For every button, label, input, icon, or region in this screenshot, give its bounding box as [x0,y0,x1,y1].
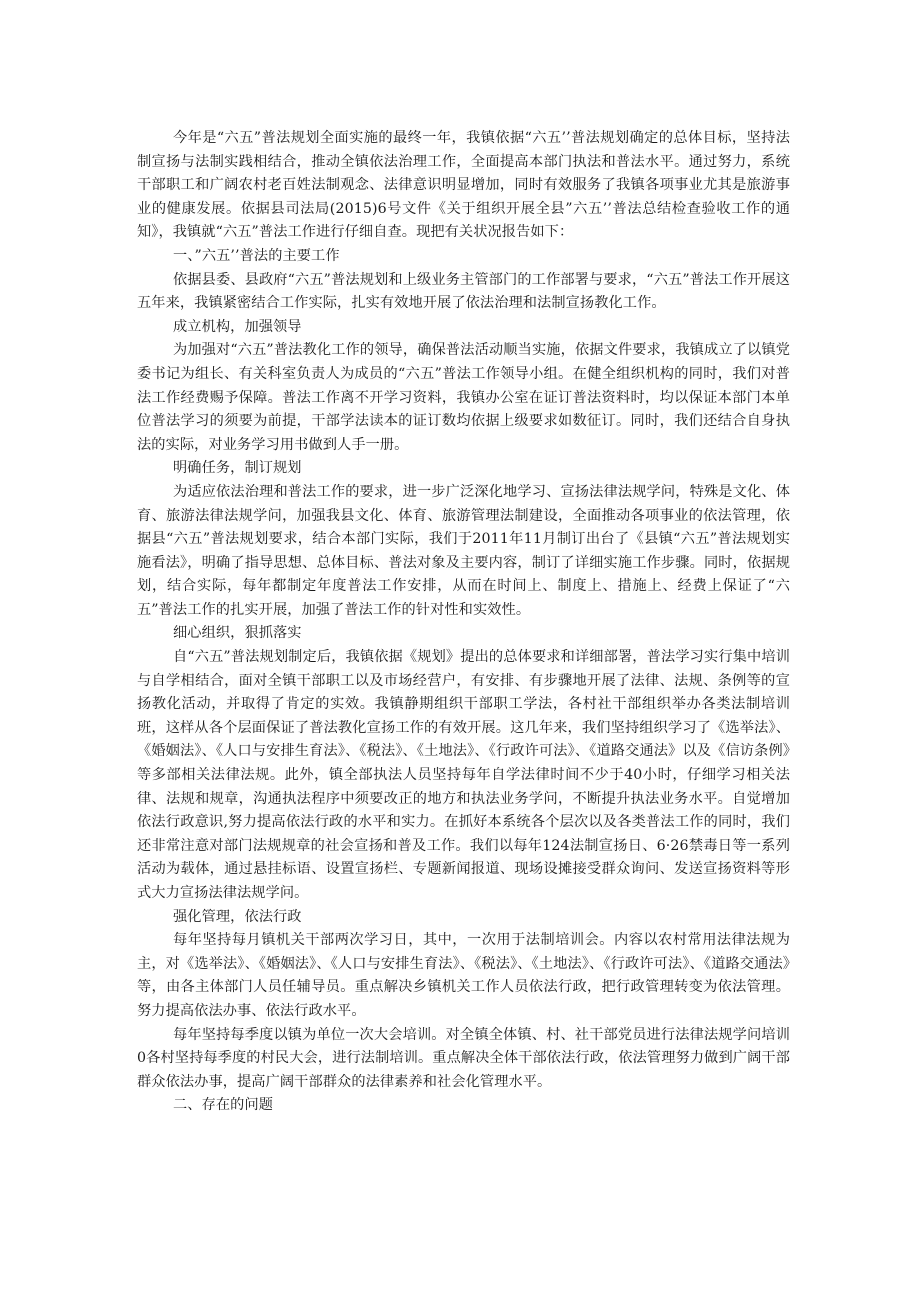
section-1-intro-paragraph: 依据县委、县政府“六五”普法规划和上级业务主管部门的工作部署与要求，“六五”普法工作开展这五年来，我镇紧密结合工作实际，扎实有效地开展了依法治理和法制宣扬教化工作。 [137,271,790,312]
subsection-4-heading: 强化管理，依法行政 [173,908,302,925]
subsection-1-heading: 成立机构，加强领导 [173,318,302,335]
subsection-2-paragraph: 为适应依法治理和普法工作的要求，进一步广泛深化地学习、宣扬法律法规学问，特殊是文化、体育、旅游法律法规学问，加强我县文化、体育、旅游管理法制建设，全面推动各项事业的依法管理，依据县“六五”普法规划要求，结合本部门实际，我们于2011年11月制订出台了《县镇“六五”普法规划实施看法》，明确了指导思想、总体目标、普法对象及主要内容，制订了详细实施工作步骤。同时，依据规划，结合实际，每年都制定年度普法工作安排，从而在时间上、制度上、措施上、经费上保证了“六五”普法工作的扎实开展，加强了普法工作的针对性和实效性。 [137,483,790,618]
subsection-3-paragraph: 自“六五”普法规划制定后，我镇依据《规划》提出的总体要求和详细部署，普法学习实行集中培训与自学相结合，面对全镇干部职工以及市场经营户，有安排、有步骤地开展了法律、法规、条例等的宣扬教化活动，并取得了肯定的实效。我镇静期组织干部职工学法，各村社干部组织举办各类法制培训班，这样从各个层面保证了普法教化宣扬工作的有效开展。这几年来，我们坚持组织学习了《选举法》、《婚姻法》、《人口与安排生育法》、《税法》、《土地法》、《行政许可法》、《道路交通法》以及《信访条例》等多部相关法律法规。此外，镇全部执法人员坚持每年自学法律时间不少于40小时，仔细学习相关法律、法规和规章，沟通执法程序中须要改正的地方和执法业务学问，不断提升执法业务水平。自觉增加依法行政意识,努力提高依法行政的水平和实力。在抓好本系统各个层次以及各类普法工作的同时，我们还非常注意对部门法规规章的社会宣扬和普及工作。我们以每年124法制宣扬日、6·26禁毒日等一系列活动为载体，通过悬挂标语、设置宣扬栏、专题新闻报道、现场设摊接受群众询问、发送宣扬资料等形式大力宣扬法律法规学问。 [137,649,790,901]
subsection-3-heading: 细心组织，狠抓落实 [173,625,302,642]
section-1-heading: 一、”六五’’普法的主要工作 [173,247,340,264]
subsection-4-paragraph-2: 每年坚持每季度以镇为单位一次大会培训。对全镇全体镇、村、社干部党员进行法律法规学问培训0各村坚持每季度的村民大会，进行法制培训。重点解决全体干部依法行政，依法管理努力做到广阔干部群众依法办事，提高广阔干部群众的法律素养和社会化管理水平。 [137,1026,790,1090]
subsection-4-paragraph-1: 每年坚持每月镇机关干部两次学习日，其中，一次用于法制培训会。内容以农村常用法律法规为主，对《选举法》、《婚姻法》、《人口与安排生育法》、《税法》、《土地法》、《行政许可法》、《道路交通法》等，由各主体部门人员任辅导员。重点解决乡镇机关工作人员依法行政，把行政管理转变为依法管理。努力提高依法办事、依法行政水平。 [137,932,790,1019]
document-body [137,127,790,1118]
intro-paragraph: 今年是“六五”普法规划全面实施的最终一年，我镇依据“六五’’普法规划确定的总体目标，坚持法制宣扬与法制实践相结合，推动全镇依法治理工作，全面提高本部门执法和普法水平。通过努力，系统干部职工和广阔农村老百姓法制观念、法律意识明显增加，同时有效服务了我镇各项事业尤其是旅游事业的健康发展。依据县司法局(2015)6号文件《关于组织开展全县”六五’’普法总结检查验收工作的通知》，我镇就“六五”普法工作进行仔细自查。现把有关状况报告如下： [137,130,790,241]
subsection-1-paragraph: 为加强对“六五”普法教化工作的领导，确保普法活动顺当实施，依据文件要求，我镇成立了以镇党委书记为组长、有关科室负责人为成员的“六五”普法工作领导小组。在健全组织机构的同时，我们对普法工作经费赐予保障。普法工作离不开学习资料，我镇办公室在证订普法资料时，均以保证本部门本单位普法学习的须要为前提，干部学法读本的证订数均依据上级要求如数征订。同时，我们还结合自身执法的实际，对业务学习用书做到人手一册。 [137,342,790,453]
subsection-2-heading: 明确任务，制订规划 [173,460,302,477]
section-2-heading: 二、存在的问题 [173,1097,274,1114]
